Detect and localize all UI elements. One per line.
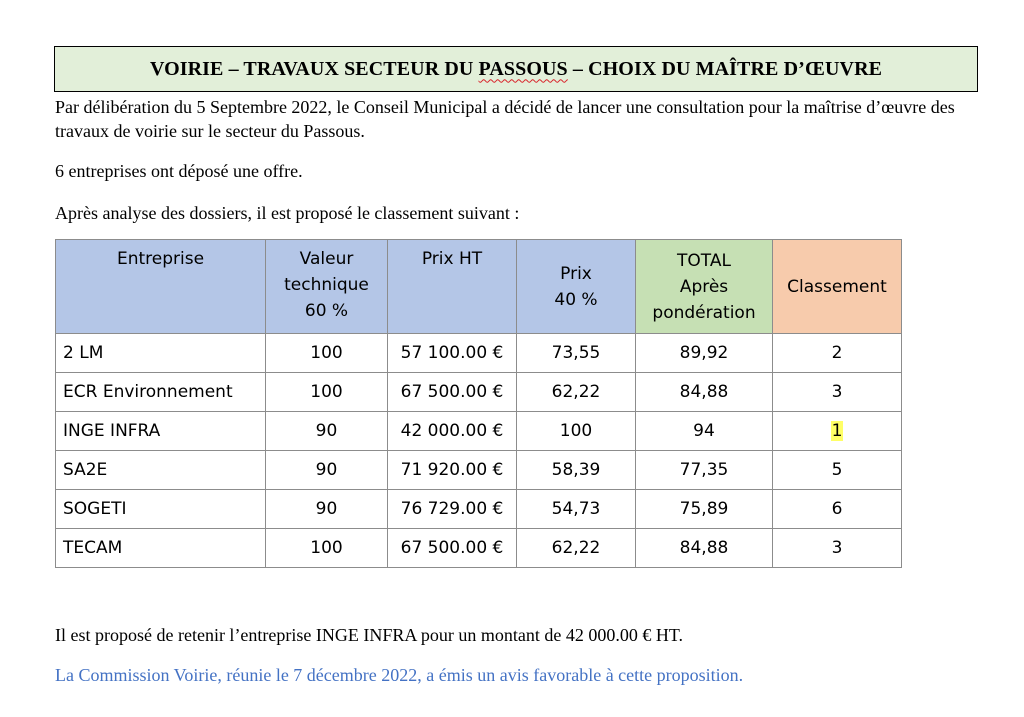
cell-prix: 54,73 (517, 490, 636, 529)
header-prix-ht: Prix HT (388, 240, 517, 334)
cell-total: 84,88 (636, 373, 773, 412)
cell-prix-ht: 57 100.00 € (388, 334, 517, 373)
cell-prix: 100 (517, 412, 636, 451)
cell-prix-ht: 76 729.00 € (388, 490, 517, 529)
cell-prix: 62,22 (517, 529, 636, 568)
header-entreprise: Entreprise (56, 240, 266, 334)
cell-prix-ht: 67 500.00 € (388, 529, 517, 568)
document-title (150, 58, 882, 81)
cell-valeur-technique: 90 (266, 412, 388, 451)
cell-classement: 5 (773, 451, 902, 490)
offers-paragraph: 6 entreprises ont déposé une offre. (55, 161, 303, 181)
header-valeur-technique: Valeur technique 60 % (266, 240, 388, 334)
ranking-table (55, 239, 902, 568)
header-classement: Classement (773, 240, 902, 334)
cell-classement: 2 (773, 334, 902, 373)
cell-valeur-technique: 100 (266, 529, 388, 568)
table-header-row (56, 240, 902, 334)
cell-total: 89,92 (636, 334, 773, 373)
table-row (56, 490, 902, 529)
cell-classement: 6 (773, 490, 902, 529)
cell-valeur-technique: 90 (266, 490, 388, 529)
table-row (56, 334, 902, 373)
intro-paragraph: Par délibération du 5 Septembre 2022, le Conseil Municipal a décidé de lancer une consultation pour la maîtrise d’œuvre des travaux de voirie sur le secteur du Passous. (55, 97, 955, 141)
cell-prix-ht: 67 500.00 € (388, 373, 517, 412)
header-prix: Prix 40 % (517, 240, 636, 334)
table-row (56, 412, 902, 451)
cell-entreprise: INGE INFRA (56, 412, 266, 451)
table-row (56, 451, 902, 490)
cell-classement (773, 412, 902, 451)
cell-prix: 58,39 (517, 451, 636, 490)
proposal-paragraph: Il est proposé de retenir l’entreprise INGE INFRA pour un montant de 42 000.00 € HT. (55, 625, 684, 645)
cell-valeur-technique: 100 (266, 373, 388, 412)
cell-classement: 3 (773, 373, 902, 412)
title-prefix: VOIRIE – TRAVAUX SECTEUR DU (149, 57, 479, 80)
commission-paragraph: La Commission Voirie, réunie le 7 décembre 2022, a émis un avis favorable à cette proposition. (55, 665, 744, 685)
cell-classement: 3 (773, 529, 902, 568)
highlighted-rank: 1 (831, 421, 843, 441)
table-row (56, 373, 902, 412)
cell-prix: 62,22 (517, 373, 636, 412)
cell-total: 75,89 (636, 490, 773, 529)
cell-entreprise: SA2E (56, 451, 266, 490)
cell-total: 94 (636, 412, 773, 451)
cell-total: 84,88 (636, 529, 773, 568)
cell-valeur-technique: 90 (266, 451, 388, 490)
cell-entreprise: ECR Environnement (56, 373, 266, 412)
cell-valeur-technique: 100 (266, 334, 388, 373)
document-title-box (54, 46, 978, 92)
cell-entreprise: SOGETI (56, 490, 266, 529)
cell-prix-ht: 71 920.00 € (388, 451, 517, 490)
cell-prix: 73,55 (517, 334, 636, 373)
title-misspelled-word: PASSOUS (478, 57, 568, 80)
cell-total: 77,35 (636, 451, 773, 490)
cell-entreprise: 2 LM (56, 334, 266, 373)
table-row (56, 529, 902, 568)
cell-prix-ht: 42 000.00 € (388, 412, 517, 451)
analysis-paragraph: Après analyse des dossiers, il est proposé le classement suivant : (55, 203, 520, 223)
title-suffix: – CHOIX DU MAÎTRE D’ŒUVRE (567, 57, 883, 80)
cell-entreprise: TECAM (56, 529, 266, 568)
header-total: TOTAL Après pondération (636, 240, 773, 334)
